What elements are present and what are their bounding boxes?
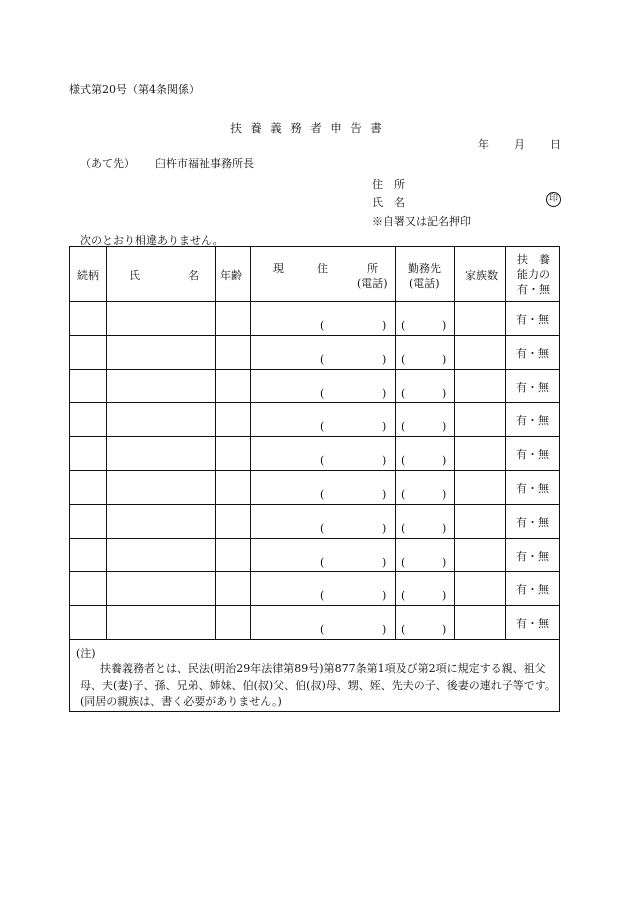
declaration-text: 次のとおり相違ありません。 [80, 234, 224, 247]
seal-note: ※自署又は記名押印 [372, 215, 471, 228]
row-divider [70, 639, 559, 640]
header-workplace-phone: (電話) [409, 277, 440, 290]
phone-open-paren: ( [320, 352, 325, 366]
title-char: 告 [350, 121, 362, 135]
support-capacity: 有・無 [516, 313, 549, 326]
header-age: 年齢 [220, 269, 242, 282]
header-workplace: 勤務先 [408, 262, 441, 275]
phone-open-paren: ( [320, 420, 325, 434]
workplace-open-paren: ( [401, 386, 406, 400]
table-row [70, 605, 559, 639]
header-relation: 続柄 [77, 269, 99, 282]
header-support-1: 扶 養 [517, 253, 550, 266]
support-capacity: 有・無 [516, 515, 549, 529]
header-family-count: 家族数 [465, 269, 498, 282]
support-capacity: 有・無 [516, 482, 549, 495]
table-row [70, 402, 559, 436]
title-char: 申 [330, 121, 342, 135]
table-row [70, 335, 559, 369]
support-capacity: 有・無 [516, 549, 549, 563]
form-number: 様式第20号（第4条関係） [69, 83, 200, 96]
workplace-close-paren: ) [442, 488, 447, 501]
title-char: 義 [270, 121, 282, 135]
phone-close-paren: ) [382, 589, 387, 603]
title-char: 務 [290, 121, 302, 135]
phone-close-paren: ) [382, 521, 387, 535]
support-capacity: 有・無 [516, 380, 549, 394]
title-char: 養 [250, 121, 262, 135]
workplace-close-paren: ) [442, 454, 447, 468]
addressee-name: 臼杵市福祉事務所長 [155, 157, 254, 170]
table-row [70, 504, 559, 538]
workplace-open-paren: ( [401, 555, 406, 569]
phone-close-paren: ) [382, 420, 387, 434]
month-label: 月 [514, 138, 525, 151]
phone-close-paren: ) [382, 319, 387, 332]
phone-open-paren: ( [320, 319, 325, 332]
phone-open-paren: ( [320, 454, 325, 468]
day-label: 日 [550, 138, 561, 151]
header-name-left: 氏 [129, 269, 140, 282]
phone-open-paren: ( [320, 521, 325, 535]
table-row [70, 369, 559, 403]
workplace-open-paren: ( [401, 623, 406, 637]
header-support-3: 有・無 [517, 283, 550, 296]
workplace-close-paren: ) [442, 521, 447, 535]
workplace-open-paren: ( [401, 488, 406, 501]
workplace-close-paren: ) [442, 589, 447, 603]
workplace-open-paren: ( [401, 589, 406, 603]
phone-close-paren: ) [382, 623, 387, 637]
notes-text: 扶養義務者とは、民法(明治29年法律第89号)第877条第1項及び第2項に規定する親、祖父母、夫(妻)子、孫、兄弟、姉妹、伯(叔)父、伯(叔)母、甥、姪、先夫の子、後妻の連れ子等です。(同居の親族は、書く必要がありません。) [80, 662, 556, 708]
workplace-close-paren: ) [442, 319, 447, 332]
notes-mark: (注) [76, 647, 96, 660]
addressee-line [80, 155, 254, 171]
table-row [70, 436, 559, 470]
header-address-1: 現 [273, 262, 284, 275]
phone-close-paren: ) [382, 454, 387, 468]
phone-close-paren: ) [382, 352, 387, 366]
workplace-open-paren: ( [401, 454, 406, 468]
header-address-phone: (電話) [357, 277, 388, 290]
document-title [226, 120, 386, 136]
workplace-close-paren: ) [442, 420, 447, 434]
phone-open-paren: ( [320, 386, 325, 400]
phone-close-paren: ) [382, 555, 387, 569]
dependents-table [69, 246, 560, 712]
workplace-open-paren: ( [401, 521, 406, 535]
support-capacity: 有・無 [516, 583, 549, 597]
workplace-open-paren: ( [401, 420, 406, 434]
workplace-close-paren: ) [442, 386, 447, 400]
addressee-prefix: （あて先） [80, 157, 135, 170]
workplace-close-paren: ) [442, 555, 447, 569]
year-label: 年 [478, 138, 489, 151]
seal-stamp-mark: 印 [546, 192, 561, 207]
workplace-open-paren: ( [401, 319, 406, 332]
phone-open-paren: ( [320, 555, 325, 569]
applicant-address-label: 住 所 [372, 178, 405, 191]
header-address-2: 住 [317, 262, 328, 275]
title-char: 扶 [230, 121, 242, 135]
workplace-open-paren: ( [401, 352, 406, 366]
support-capacity: 有・無 [516, 617, 549, 631]
title-char: 書 [370, 121, 382, 135]
support-capacity: 有・無 [516, 448, 549, 462]
workplace-close-paren: ) [442, 623, 447, 637]
table-row [70, 538, 559, 572]
title-char: 者 [310, 121, 322, 135]
header-address-3: 所 [367, 262, 378, 275]
support-capacity: 有・無 [516, 346, 549, 360]
phone-open-paren: ( [320, 589, 325, 603]
phone-open-paren: ( [320, 488, 325, 501]
workplace-close-paren: ) [442, 352, 447, 366]
phone-open-paren: ( [320, 623, 325, 637]
support-capacity: 有・無 [516, 414, 549, 428]
header-name-right: 名 [188, 269, 199, 282]
table-row [70, 301, 559, 335]
phone-close-paren: ) [382, 488, 387, 501]
phone-close-paren: ) [382, 386, 387, 400]
header-support-2: 能力の [517, 268, 550, 281]
applicant-name-label: 氏 名 [372, 196, 405, 209]
table-row [70, 470, 559, 504]
table-row [70, 571, 559, 605]
